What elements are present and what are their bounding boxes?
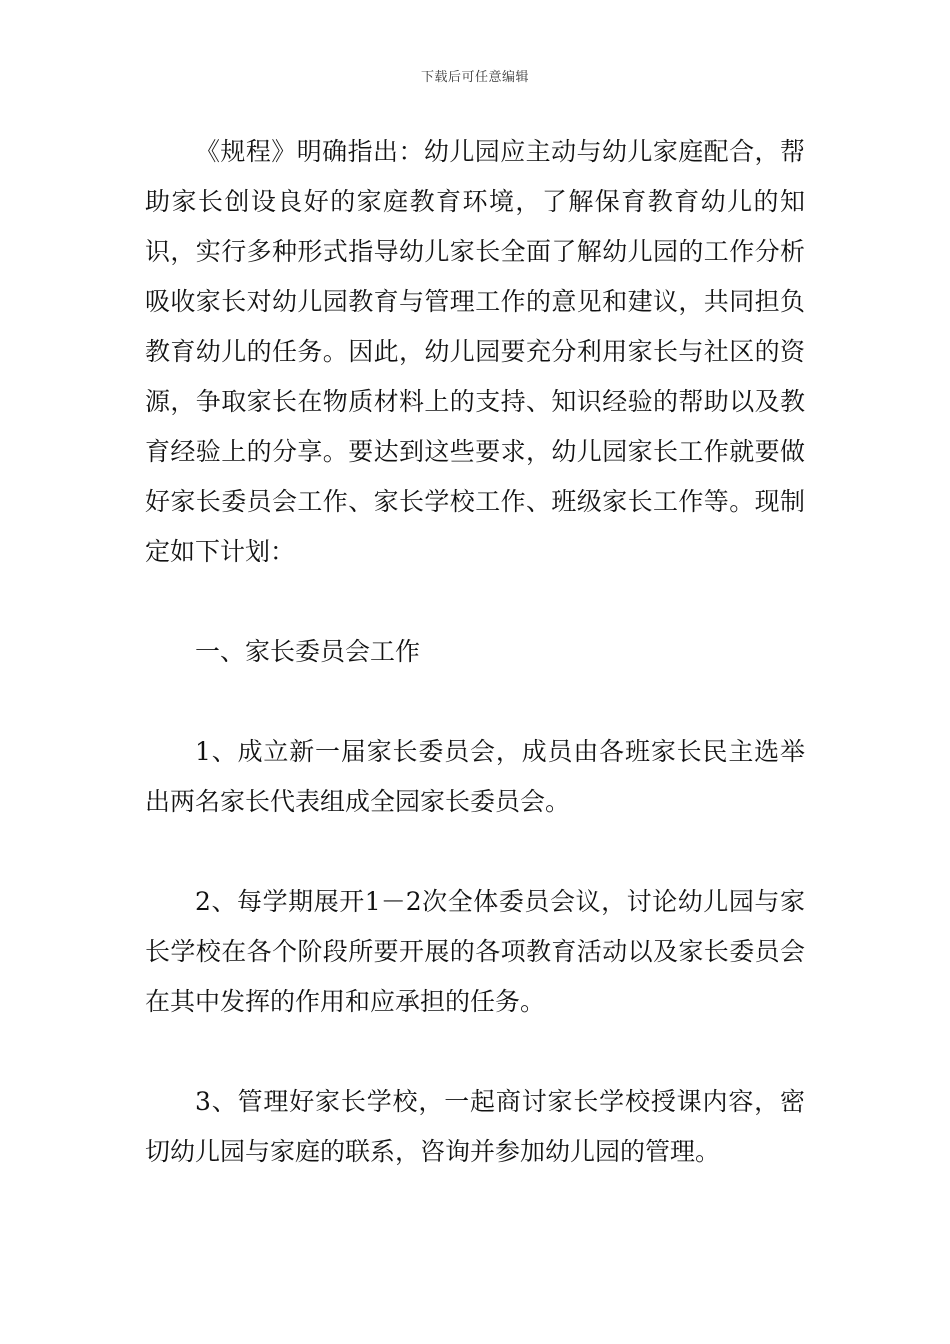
paragraph-gap [145, 827, 805, 877]
paragraph-gap [145, 677, 805, 727]
document-body [145, 127, 805, 1177]
paragraph-gap [145, 577, 805, 627]
header-note: 下载后可任意编辑 [420, 70, 529, 85]
item-paragraph-3: 3、管理好家长学校，一起商讨家长学校授课内容，密切幼儿园与家庭的联系，咨询并参加幼儿园的管理。 [145, 1087, 805, 1166]
paragraph-gap [145, 1027, 805, 1077]
item-paragraph-2: 2、每学期展开1－2次全体委员会议，讨论幼儿园与家长学校在各个阶段所要开展的各项教育活动以及家长委员会在其中发挥的作用和应承担的任务。 [145, 887, 805, 1016]
section-heading: 一、家长委员会工作 [195, 637, 421, 666]
item-paragraph-1: 1、成立新一届家长委员会，成员由各班家长民主选举出两名家长代表组成全园家长委员会。 [145, 737, 805, 816]
intro-paragraph: 《规程》明确指出：幼儿园应主动与幼儿家庭配合，帮助家长创设良好的家庭教育环境，了解保育教育幼儿的知识，实行多种形式指导幼儿家长全面了解幼儿园的工作分析吸收家长对幼儿园教育与管理工作的意见和建议，共同担负教育幼儿的任务。因此，幼儿园要充分利用家长与社区的资源，争取家长在物质材料上的支持、知识经验的帮助以及教育经验上的分享。要达到这些要求，幼儿园家长工作就要做好家长委员会工作、家长学校工作、班级家长工作等。现制定如下计划： [145, 137, 805, 566]
